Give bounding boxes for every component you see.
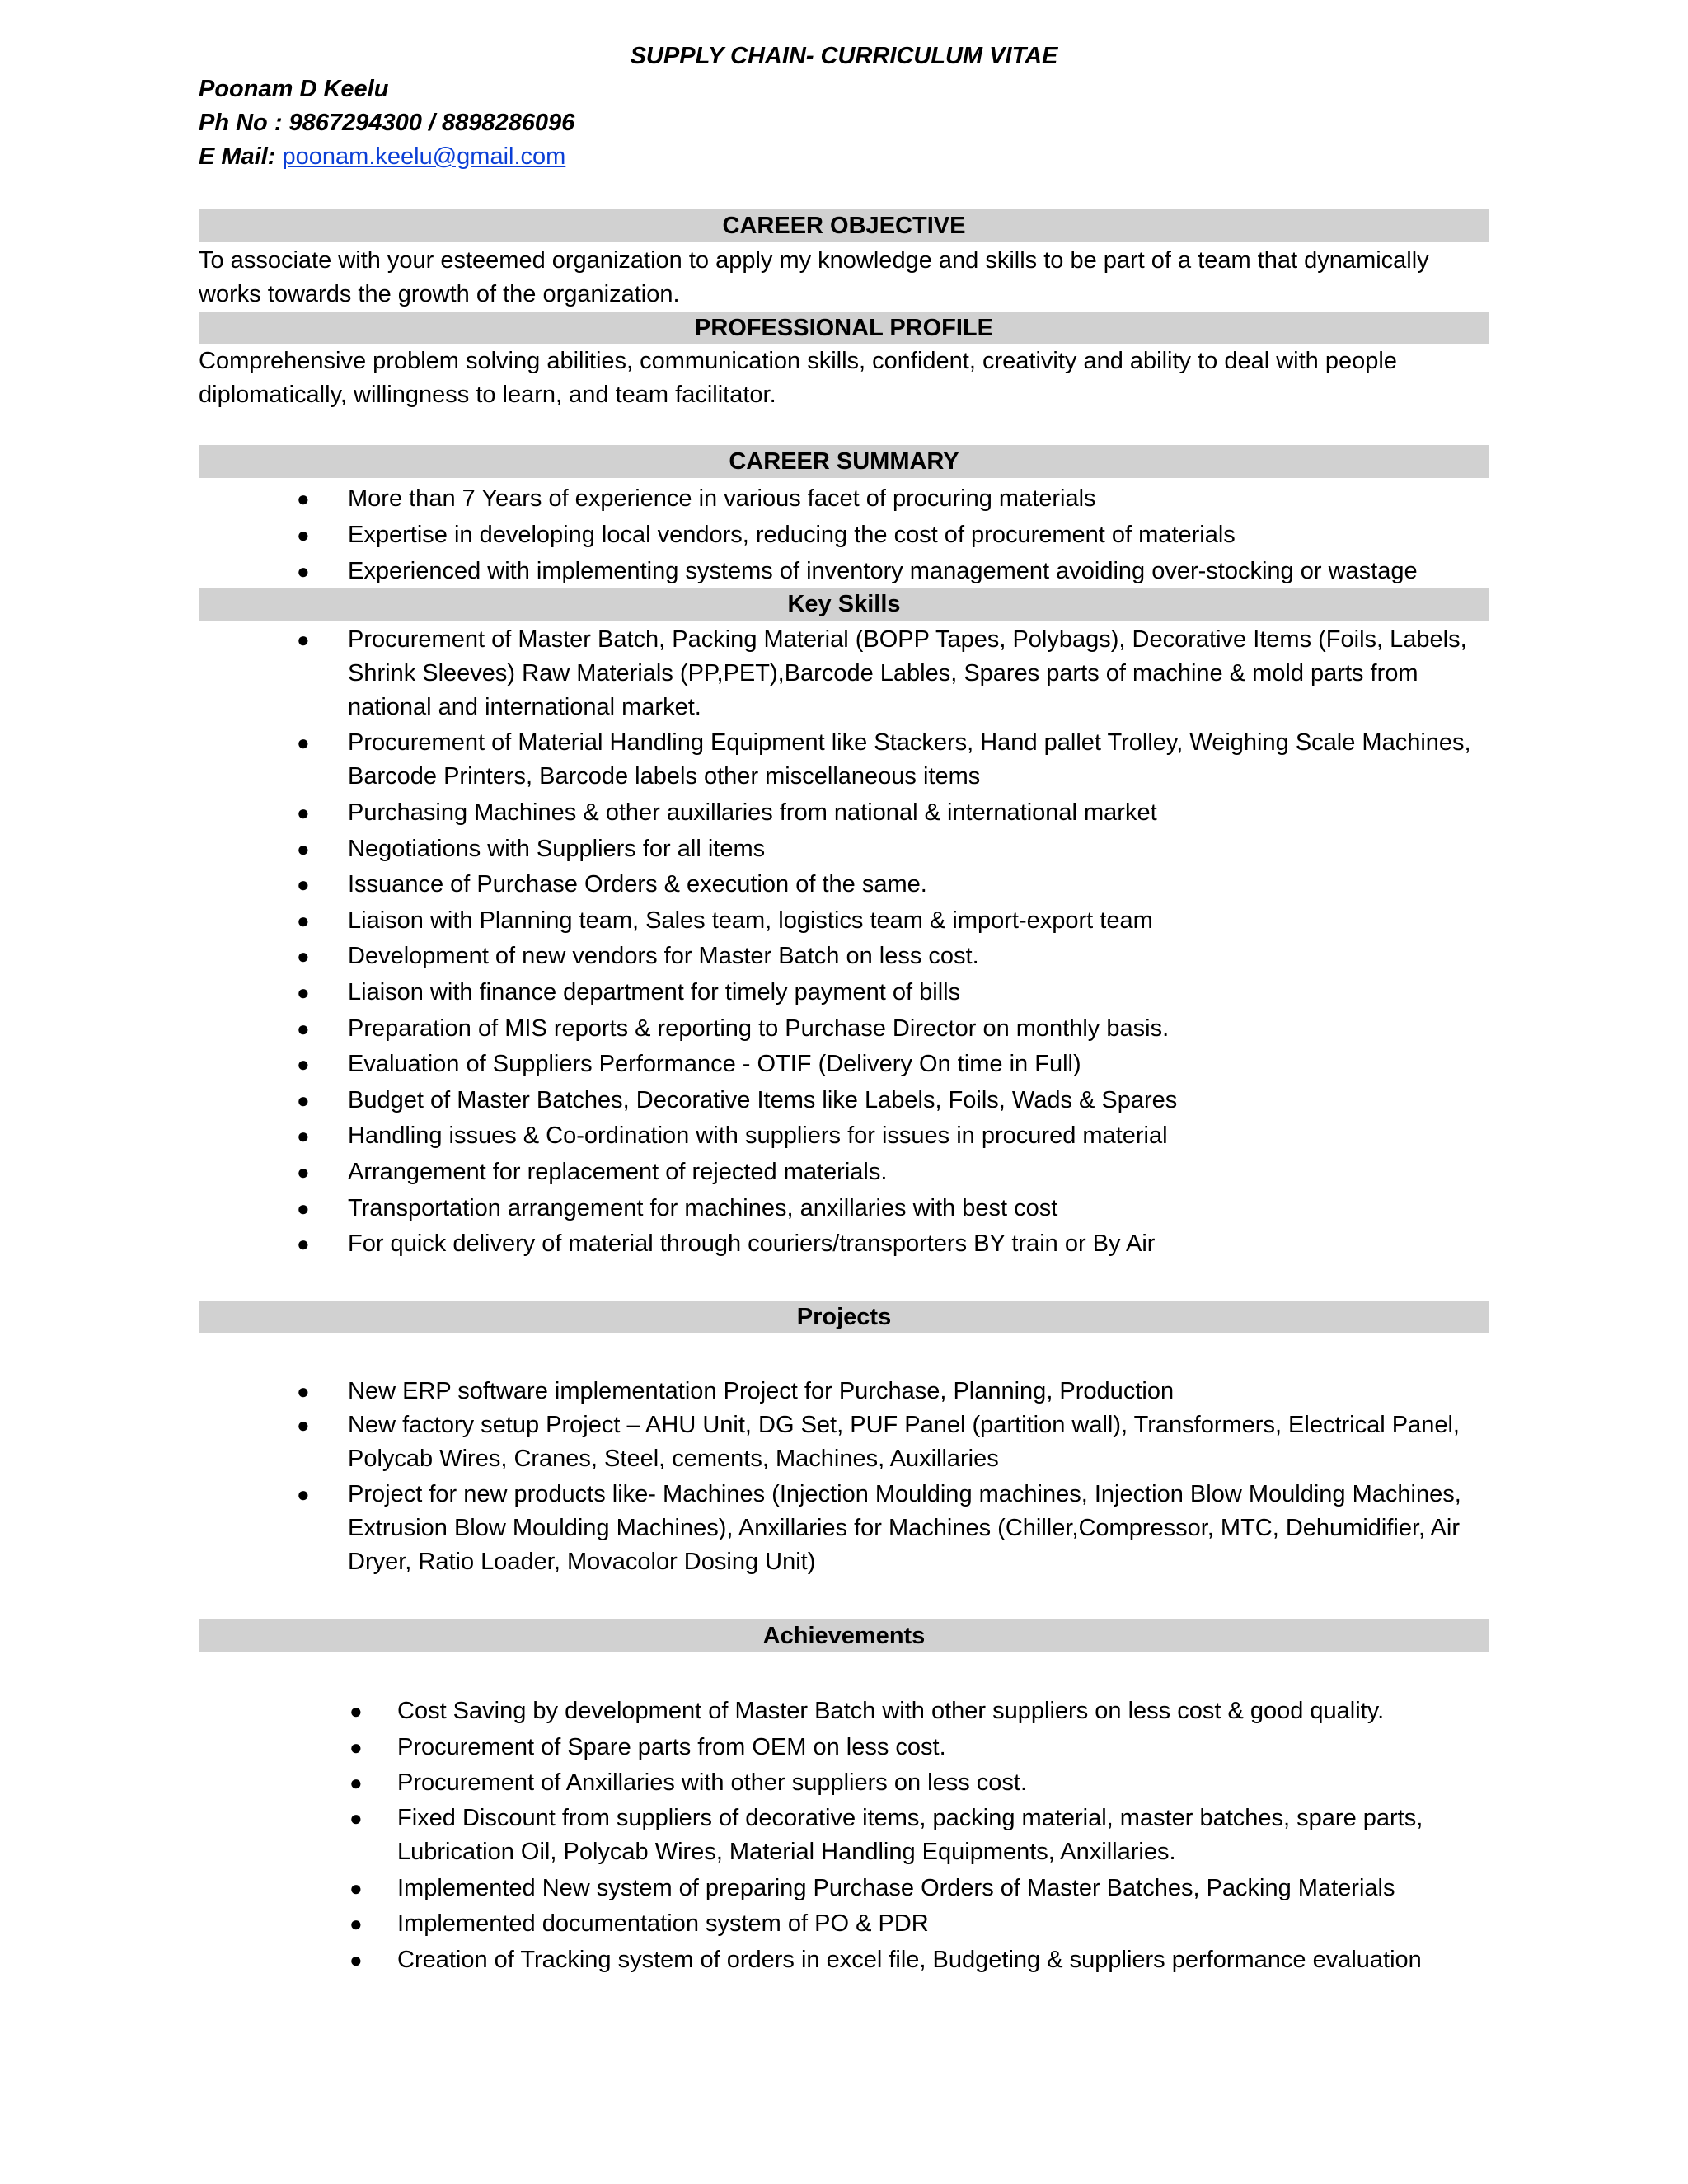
phone-number: Ph No : 9867294300 / 8898286096 [199,110,575,136]
list-item: ● Transportation arrangement for machines, anxillaries with best cost [348,1191,1502,1227]
section-heading-projects: Projects [199,1301,1489,1333]
bullet-icon: ● [349,1734,363,1760]
bullet-icon: ● [297,979,310,1005]
professional-profile-text: Comprehensive problem solving abilities, communication skills, confident, creativity and ability to deal with people diplomatically, willingness to learn, and team facilitator. [199,348,1397,408]
key-skills-list [297,623,1502,1263]
career-objective-text: To associate with your esteemed organization to apply my knowledge and skills to be part of a team that dynamically works towards the growth of the organization. [199,247,1429,307]
list-item: ● Fixed Discount from suppliers of decorative items, packing material, master batches, spare parts, Lubrication Oil, Polycab Wires, Material Handling Equipments, Anxillaries. [397,1802,1502,1869]
bullet-icon: ● [297,1482,310,1507]
bullet-icon: ● [297,872,310,898]
bullet-icon: ● [349,1947,363,1972]
list-item: ● Handling issues & Co-ordination with suppliers for issues in procured material [348,1118,1502,1155]
bullet-icon: ● [297,836,310,861]
bullet-icon: ● [349,1770,363,1796]
list-item: ● Cost Saving by development of Master Batch with other suppliers on less cost & good quality. [397,1694,1502,1730]
email-label: E Mail: [199,143,276,170]
section-heading-professional-profile: PROFESSIONAL PROFILE [199,312,1489,344]
list-item: ● Evaluation of Suppliers Performance - OTIF (Delivery On time in Full) [348,1047,1502,1083]
bullet-icon: ● [297,1231,310,1257]
bullet-icon: ● [297,627,310,652]
list-item: ● Purchasing Machines & other auxillaries from national & international market [348,795,1502,832]
list-item: ● Project for new products like- Machines (Injection Moulding machines, Injection Blow Moulding Machines, Extrusion Blow Moulding Machines), Anxillaries for Machines (Chiller,Compressor, MTC, Dehumidifier, Air Dryer, Ratio Loader, Movacolor Dosing Unit) [348,1478,1502,1579]
list-item: ● Expertise in developing local vendors, reducing the cost of procurement of materials [348,517,1502,553]
list-item: ● New ERP software implementation Project for Purchase, Planning, Production [348,1374,1502,1408]
bullet-icon: ● [297,1052,310,1077]
achievements-list [349,1694,1502,1979]
list-item: ● Experienced with implementing systems of inventory management avoiding over-stocking or wastage [348,553,1502,589]
bullet-icon: ● [297,944,310,969]
list-item: ● Liaison with Planning team, Sales team, logistics team & import-export team [348,903,1502,940]
bullet-icon: ● [297,523,310,547]
bullet-icon: ● [297,1195,310,1221]
list-item: ● Development of new vendors for Master Batch on less cost. [348,939,1502,975]
list-item: ● Implemented New system of preparing Purchase Orders of Master Batches, Packing Materials [397,1871,1502,1907]
section-heading-key-skills: Key Skills [199,588,1489,621]
bullet-icon: ● [297,1413,310,1437]
bullet-icon: ● [349,1875,363,1900]
list-item: ● Implemented documentation system of PO & PDR [397,1906,1502,1943]
section-heading-career-summary: CAREER SUMMARY [199,445,1489,478]
bullet-icon: ● [297,1159,310,1184]
projects-list [297,1374,1502,1579]
bullet-icon: ● [297,1015,310,1041]
list-item: ● Procurement of Master Batch, Packing Material (BOPP Tapes, Polybags), Decorative Items (Foils, Labels, Shrink Sleeves) Raw Materials (PP,PET),Barcode Lables, Spares parts of machine & mold parts from national and international market. [348,623,1502,724]
bullet-icon: ● [297,559,310,583]
bullet-icon: ● [297,1379,310,1404]
bullet-icon: ● [297,1123,310,1149]
bullet-icon: ● [349,1805,363,1830]
list-item: ● Arrangement for replacement of rejected materials. [348,1155,1502,1191]
list-item: ● New factory setup Project – AHU Unit, DG Set, PUF Panel (partition wall), Transformers, Electrical Panel, Polycab Wires, Cranes, Steel, cements, Machines, Auxillaries [348,1408,1502,1476]
list-item: ● Preparation of MIS reports & reporting to Purchase Director on monthly basis. [348,1011,1502,1047]
bullet-icon: ● [297,730,310,755]
list-item: ● Issuance of Purchase Orders & execution of the same. [348,867,1502,903]
email-row [199,140,574,174]
bullet-icon: ● [297,800,310,825]
bullet-icon: ● [349,1911,363,1937]
document-title: SUPPLY CHAIN- CURRICULUM VITAE [630,43,1058,69]
bullet-icon: ● [297,907,310,933]
contact-block [199,73,574,174]
email-link[interactable]: poonam.keelu@gmail.com [282,143,566,170]
candidate-name: Poonam D Keelu [199,76,389,102]
list-item: ● More than 7 Years of experience in various facet of procuring materials [348,480,1502,517]
bullet-icon: ● [297,1087,310,1113]
section-heading-achievements: Achievements [199,1619,1489,1652]
list-item: ● Creation of Tracking system of orders in excel file, Budgeting & suppliers performance evaluation [397,1943,1502,1979]
list-item: ● For quick delivery of material through couriers/transporters BY train or By Air [348,1226,1502,1263]
career-summary-list [297,480,1502,589]
list-item: ● Procurement of Anxillaries with other suppliers on less cost. [397,1765,1502,1802]
list-item: ● Procurement of Spare parts from OEM on less cost. [397,1730,1502,1766]
list-item: ● Procurement of Material Handling Equipment like Stackers, Hand pallet Trolley, Weighing Scale Machines, Barcode Printers, Barcode labels other miscellaneous items [348,726,1502,794]
bullet-icon: ● [349,1699,363,1723]
list-item: ● Negotiations with Suppliers for all items [348,832,1502,868]
section-heading-career-objective: CAREER OBJECTIVE [199,209,1489,242]
list-item: ● Budget of Master Batches, Decorative Items like Labels, Foils, Wads & Spares [348,1083,1502,1119]
list-item: ● Liaison with finance department for timely payment of bills [348,975,1502,1011]
bullet-icon: ● [297,486,310,511]
